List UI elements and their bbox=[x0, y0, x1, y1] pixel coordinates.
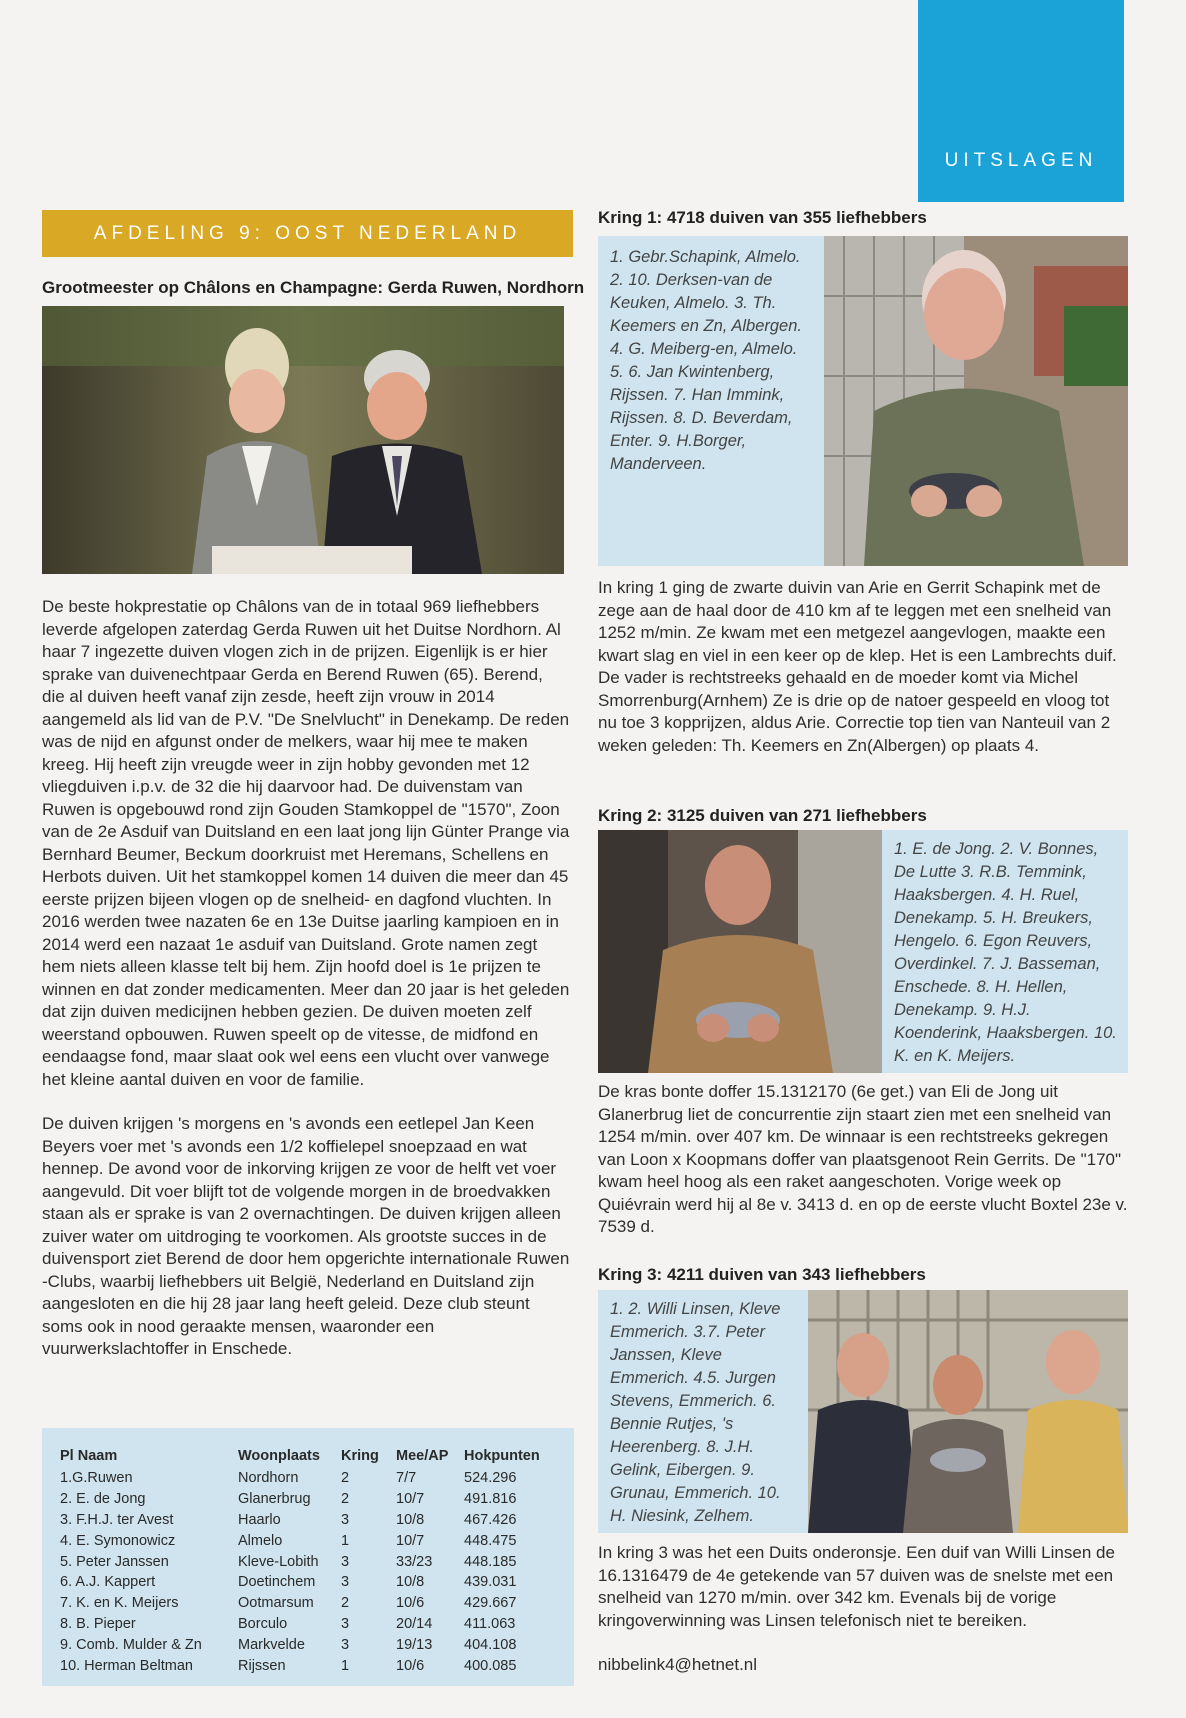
cell-mee-ap: 10/8 bbox=[396, 1574, 425, 1591]
cell-mee-ap: 10/7 bbox=[396, 1491, 425, 1508]
photo-kring1-fancier bbox=[824, 236, 1128, 566]
cell-woonplaats: Nordhorn bbox=[238, 1470, 299, 1487]
cell-hokpunten: 400.085 bbox=[464, 1657, 517, 1674]
cell-kring: 2 bbox=[341, 1595, 350, 1612]
header-mee-ap: Mee/AP bbox=[396, 1448, 449, 1464]
afdeling-banner: AFDELING 9: OOST NEDERLAND bbox=[42, 210, 573, 257]
cell-hokpunten: 491.816 bbox=[464, 1491, 517, 1508]
cell-hokpunten: 524.296 bbox=[464, 1470, 517, 1487]
author-email: nibbelink4@hetnet.nl bbox=[598, 1655, 758, 1674]
cell-kring: 2 bbox=[341, 1470, 350, 1487]
kring1-text: In kring 1 ging de zwarte duivin van Arie en Gerrit Schapink met de zege aan de haal door de 410 km af te leggen met een snelheid van 1252 m/min. Ze kwam met een metgezel aangevlogen, maakte een kwart slag en viel in een keer op de klep. Het is een Lambrechts duif. De vader is rechtstreeks gehaald en de moeder komt via Michel Smorrenburg(Arnhem) Ze is drie op de natoer gespeeld en vloog tot nu toe 3 kopprijzen, aldus Arie. Correctie top tien van Nanteuil van 2 weken geleden: Th. Keemers en Zn(Albergen) op plaats 4. bbox=[598, 578, 1117, 755]
cell-hokpunten: 411.063 bbox=[464, 1615, 516, 1632]
cell-mee-ap: 19/13 bbox=[396, 1636, 433, 1653]
cell-naam: 1.G.Ruwen bbox=[60, 1470, 133, 1487]
kring2-winners: 1. E. de Jong. 2. V. Bonnes, De Lutte 3. R.B. Temmink, Haaksbergen. 4. H. Ruel, Denekamp. 5. H. Breukers, Hengelo. 6. Egon Reuvers, Overdinkel. 7. J. Basseman, Enschede. 8. H. Hellen, Denekamp. 9. H.J. Koenderink, Haaksbergen. 10. K. en K. Meijers. bbox=[882, 830, 1128, 1073]
cell-mee-ap: 10/6 bbox=[396, 1657, 425, 1674]
kring2-title: Kring 2: 3125 duiven van 271 liefhebbers bbox=[598, 806, 927, 825]
kring3-winners: 1. 2. Willi Linsen, Kleve Emmerich. 3.7. Peter Janssen, Kleve Emmerich. 4.5. Jurgen Stevens, Emmerich. 6. Bennie Rutjes, 's Heerenberg. 8. J.H. Gelink, Eibergen. 9. Grunau, Emmerich. 10. H. Niesink, Zelhem. bbox=[598, 1290, 808, 1533]
section-tab-label: UITSLAGEN bbox=[944, 150, 1098, 171]
cell-woonplaats: Glanerbrug bbox=[238, 1491, 311, 1508]
cell-hokpunten: 429.667 bbox=[464, 1595, 517, 1612]
header-woonplaats: Woonplaats bbox=[238, 1448, 320, 1464]
cell-naam: 5. Peter Janssen bbox=[60, 1553, 169, 1570]
photo-ruwen-couple bbox=[42, 306, 564, 574]
kring1-title: Kring 1: 4718 duiven van 355 liefhebbers bbox=[598, 208, 927, 227]
cell-woonplaats: Borculo bbox=[238, 1615, 288, 1632]
cell-hokpunten: 448.185 bbox=[464, 1553, 517, 1570]
article-paragraph-1: De beste hokprestatie op Châlons van de in totaal 969 liefhebbers leverde afgelopen zaterdag Gerda Ruwen uit het Duitse Nordhorn. Al haar 7 ingezette duiven vlogen zich in de prijzen. Eigenlijk is er hier sprake van duivenechtpaar Gerda en Berend Ruwen (65). Berend, die al duiven heeft vanaf zijn zesde, heeft zijn vrouw in 2014 aangemeld als lid van de P.V. "De Snelvlucht" in Denekamp. De reden was de nijd en afgunst onder de melkers, waar hij mee te maken kreeg. Hij heeft zijn vreugde weer in zijn hobby gevonden met 12 vliegduiven i.p.v. de 32 die hij daarvoor had. De duivenstam van Ruwen is opgebouwd rond zijn Gouden Stamkoppel de "1570", Zoon van de 2e Asduif van Duitsland en een laat jong lijn Günter Prange via Bernhard Beumer, Beckum doorkruist met Heremans, Schellens en Herbots duiven. Uit het stamkoppel komen 14 duiven die meer dan 45 eerste prijzen bijeen vlogen op de snelheid- en dagfond vluchten. In 2016 werden twee nazaten 6e en 13e Duitse jaarling kampioen en in 2014 werd een nazaat 1e asduif van Duitsland. Grote namen zegt hem niets alleen klasse telt bij hem. Zijn hoofd doel is 1e prijzen te winnen en dat zonder medicamenten. Meer dan 20 jaar is het geleden dat zijn duiven medicijnen hebben gezien. De duiven moeten zelf weerstand opbouwen. Ruwen speelt op de vitesse, de midfond en eendaagse fond, maar slaat ook wel eens een vlucht over vanwege het kleine aantal duiven en voor de familie. bbox=[42, 597, 570, 1089]
cell-kring: 3 bbox=[341, 1553, 350, 1570]
table-row bbox=[60, 1614, 564, 1635]
table-row bbox=[60, 1634, 564, 1655]
header-kring: Kring bbox=[341, 1448, 379, 1464]
cell-hokpunten: 439.031 bbox=[464, 1574, 517, 1591]
cell-woonplaats: Rijssen bbox=[238, 1657, 286, 1674]
cell-kring: 1 bbox=[341, 1657, 350, 1674]
cell-hokpunten: 467.426 bbox=[464, 1511, 517, 1528]
table-row bbox=[60, 1572, 564, 1593]
cell-naam: 6. A.J. Kappert bbox=[60, 1574, 156, 1591]
cell-mee-ap: 10/8 bbox=[396, 1511, 425, 1528]
table-row bbox=[60, 1489, 564, 1510]
cell-mee-ap: 10/7 bbox=[396, 1532, 425, 1549]
header-hokpunten: Hokpunten bbox=[464, 1448, 540, 1464]
kring2-text: De kras bonte doffer 15.1312170 (6e get.) van Eli de Jong uit Glanerbrug liet de concurrentie zijn staart zien met een snelheid van 1254 m/min. over 407 km. De winnaar is een rechtstreeks gekregen van Loon x Koopmans doffer van plaatsgenoot Rein Gerrits. De "170" kwam heel hoog als een raket aangeschoten. Vorige week op Quiévrain werd hij al 8e v. 3413 d. en op de eerste vlucht Boxtel 23e v. 7539 d. bbox=[598, 1082, 1128, 1236]
cell-woonplaats: Markvelde bbox=[238, 1636, 305, 1653]
results-table bbox=[60, 1444, 564, 1676]
cell-naam: 3. F.H.J. ter Avest bbox=[60, 1511, 174, 1528]
table-row bbox=[60, 1510, 564, 1531]
cell-naam: 7. K. en K. Meijers bbox=[60, 1595, 179, 1612]
cell-mee-ap: 10/6 bbox=[396, 1595, 425, 1612]
cell-kring: 3 bbox=[341, 1511, 350, 1528]
table-row bbox=[60, 1551, 564, 1572]
photo-kring3-fanciers bbox=[808, 1290, 1128, 1533]
cell-naam: 9. Comb. Mulder & Zn bbox=[60, 1636, 202, 1653]
kring3-title: Kring 3: 4211 duiven van 343 liefhebbers bbox=[598, 1265, 926, 1284]
cell-naam: 10. Herman Beltman bbox=[60, 1657, 193, 1674]
article-body bbox=[42, 596, 570, 1361]
cell-hokpunten: 448.475 bbox=[464, 1532, 517, 1549]
cell-mee-ap: 33/23 bbox=[396, 1553, 433, 1570]
header-naam: Pl Naam bbox=[60, 1448, 118, 1464]
cell-woonplaats: Haarlo bbox=[238, 1511, 281, 1528]
cell-mee-ap: 20/14 bbox=[396, 1615, 433, 1632]
article-title: Grootmeester op Châlons en Champagne: Gerda Ruwen, Nordhorn bbox=[42, 278, 585, 297]
cell-naam: 8. B. Pieper bbox=[60, 1615, 136, 1632]
cell-woonplaats: Almelo bbox=[238, 1532, 283, 1549]
cell-hokpunten: 404.108 bbox=[464, 1636, 517, 1653]
cell-woonplaats: Doetinchem bbox=[238, 1574, 316, 1591]
cell-naam: 2. E. de Jong bbox=[60, 1491, 146, 1508]
cell-woonplaats: Ootmarsum bbox=[238, 1595, 314, 1612]
cell-kring: 1 bbox=[341, 1532, 350, 1549]
table-row bbox=[60, 1468, 564, 1489]
table-row bbox=[60, 1655, 564, 1676]
cell-kring: 3 bbox=[341, 1636, 350, 1653]
cell-kring: 3 bbox=[341, 1574, 350, 1591]
results-table-box bbox=[42, 1428, 574, 1686]
cell-mee-ap: 7/7 bbox=[396, 1470, 417, 1487]
cell-woonplaats: Kleve-Lobith bbox=[238, 1553, 319, 1570]
article-paragraph-2: De duiven krijgen 's morgens en 's avonds een eetlepel Jan Keen Beyers voer met 's avonds een 1/2 koffielepel snoepzaad en wat hennep. De avond voor de inkorving krijgen ze voor de helft vet voer aangevuld. Dit voer blijft tot de volgende morgen in de broedvakken staan als er sprake is van 2 overnachtingen. De duiven krijgen alleen zuiver water om uitdroging te voorkomen. Als grootste succes in de duivensport ziet Berend de door hem opgerichte internationale Ruwen -Clubs, waarbij liefhebbers uit België, Nederland en Duitsland zijn aangesloten en die hij 28 jaar lang heeft geleid. Deze club steunt soms ook in nood geraakte mensen, waaronder een vuurwerkslachtoffer in Enschede. bbox=[42, 1114, 570, 1358]
kring3-text: In kring 3 was het een Duits onderonsje. Een duif van Willi Linsen de 16.1316479 de 4e getekende van 57 duiven was de snelste met een snelheid van 1270 m/min. over 342 km. Evenals bij de vorige kringoverwinning was Linsen telefonisch niet te bereiken. bbox=[598, 1543, 1115, 1630]
table-row bbox=[60, 1593, 564, 1614]
kring1-winners: 1. Gebr.Schapink, Almelo. 2. 10. Derksen-van de Keuken, Almelo. 3. Th. Keemers en Zn, Albergen. 4. G. Meiberg-en, Almelo. 5. 6. Jan Kwintenberg, Rijssen. 7. Han Immink, Rijssen. 8. D. Beverdam, Enter. 9. H.Borger, Manderveen. bbox=[598, 236, 824, 566]
cell-kring: 2 bbox=[341, 1491, 350, 1508]
photo-kring2-fancier bbox=[598, 830, 882, 1073]
results-header-row bbox=[60, 1444, 564, 1468]
section-tab bbox=[918, 0, 1124, 202]
table-row bbox=[60, 1530, 564, 1551]
cell-kring: 3 bbox=[341, 1615, 350, 1632]
cell-naam: 4. E. Symonowicz bbox=[60, 1532, 176, 1549]
